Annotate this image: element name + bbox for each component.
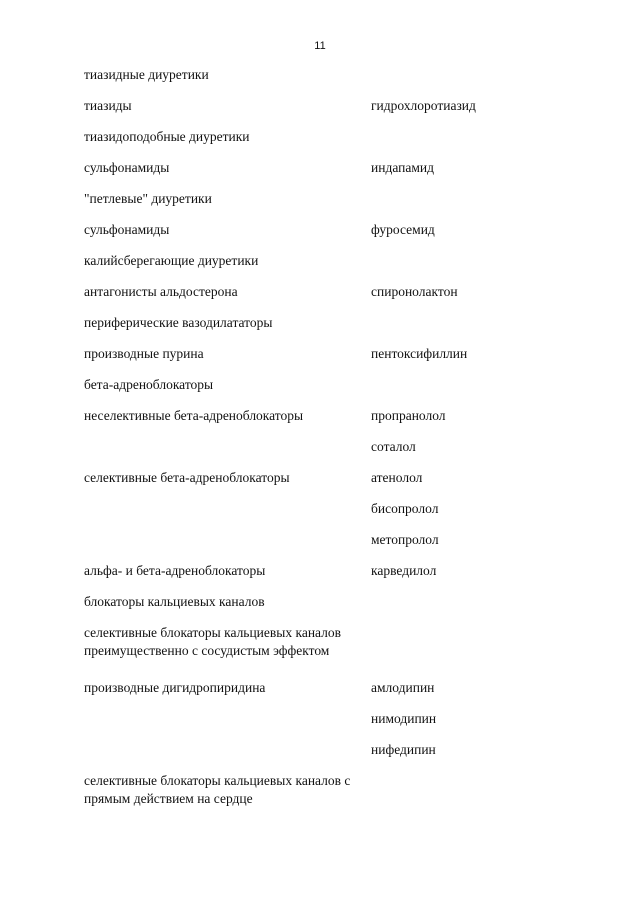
drug-group: антагонисты альдостерона bbox=[84, 284, 238, 299]
list-row bbox=[84, 438, 554, 469]
drug-group: сульфонамиды bbox=[84, 222, 170, 237]
list-row bbox=[84, 469, 554, 500]
list-row bbox=[84, 314, 554, 345]
list-row bbox=[84, 159, 554, 190]
list-row bbox=[84, 407, 554, 438]
list-row bbox=[84, 562, 554, 593]
list-row bbox=[84, 66, 554, 97]
page-number: 11 bbox=[314, 40, 326, 52]
drug-name: нифедипин bbox=[371, 742, 436, 757]
list-row bbox=[84, 679, 554, 710]
category-heading: тиазидоподобные диуретики bbox=[84, 129, 250, 144]
list-row bbox=[84, 221, 554, 252]
list-row bbox=[84, 97, 554, 128]
list-row bbox=[84, 283, 554, 314]
list-row bbox=[84, 252, 554, 283]
category-heading: тиазидные диуретики bbox=[84, 67, 209, 82]
drug-group bbox=[84, 531, 371, 562]
drug-group: тиазиды bbox=[84, 98, 132, 113]
list-row bbox=[84, 772, 554, 810]
drug-name: фуросемид bbox=[371, 222, 435, 237]
drug-name: метопролол bbox=[371, 532, 439, 547]
drug-name: пропранолол bbox=[371, 408, 446, 423]
list-row bbox=[84, 710, 554, 741]
drug-name: спиронолактон bbox=[371, 284, 458, 299]
category-heading: селективные блокаторы кальциевых каналов преимущественно с сосудистым эффектом bbox=[84, 625, 342, 658]
drug-name: амлодипин bbox=[371, 680, 435, 695]
category-heading: калийсберегающие диуретики bbox=[84, 253, 259, 268]
category-heading: блокаторы кальциевых каналов bbox=[84, 594, 265, 609]
category-heading: "петлевые" диуретики bbox=[84, 191, 212, 206]
list-row bbox=[84, 741, 554, 772]
list-row bbox=[84, 624, 554, 662]
drug-group: производные пурина bbox=[84, 346, 204, 361]
drug-name: бисопролол bbox=[371, 501, 439, 516]
drug-group: производные дигидропиридина bbox=[84, 680, 266, 695]
drug-name: гидрохлоротиазид bbox=[371, 98, 476, 113]
list-row bbox=[84, 345, 554, 376]
list-row bbox=[84, 128, 554, 159]
category-heading: периферические вазодилататоры bbox=[84, 315, 273, 330]
drug-group: сульфонамиды bbox=[84, 160, 170, 175]
drug-name: соталол bbox=[371, 439, 416, 454]
list-row bbox=[84, 190, 554, 221]
drug-name: индапамид bbox=[371, 160, 434, 175]
drug-group bbox=[84, 741, 371, 772]
drug-name: пентоксифиллин bbox=[371, 346, 468, 361]
drug-classification-list bbox=[84, 66, 554, 827]
list-row bbox=[84, 593, 554, 624]
drug-group bbox=[84, 710, 371, 741]
category-heading: селективные блокаторы кальциевых каналов с прямым действием на сердце bbox=[84, 773, 351, 806]
drug-group: неселективные бета-адреноблокаторы bbox=[84, 408, 304, 423]
drug-group bbox=[84, 438, 371, 469]
list-row bbox=[84, 531, 554, 562]
drug-group: альфа- и бета-адреноблокаторы bbox=[84, 563, 266, 578]
drug-name: атенолол bbox=[371, 470, 423, 485]
list-row bbox=[84, 376, 554, 407]
drug-group bbox=[84, 500, 371, 531]
drug-group: селективные бета-адреноблокаторы bbox=[84, 470, 290, 485]
category-heading: бета-адреноблокаторы bbox=[84, 377, 214, 392]
list-row bbox=[84, 500, 554, 531]
drug-name: карведилол bbox=[371, 563, 437, 578]
drug-name: нимодипин bbox=[371, 711, 437, 726]
